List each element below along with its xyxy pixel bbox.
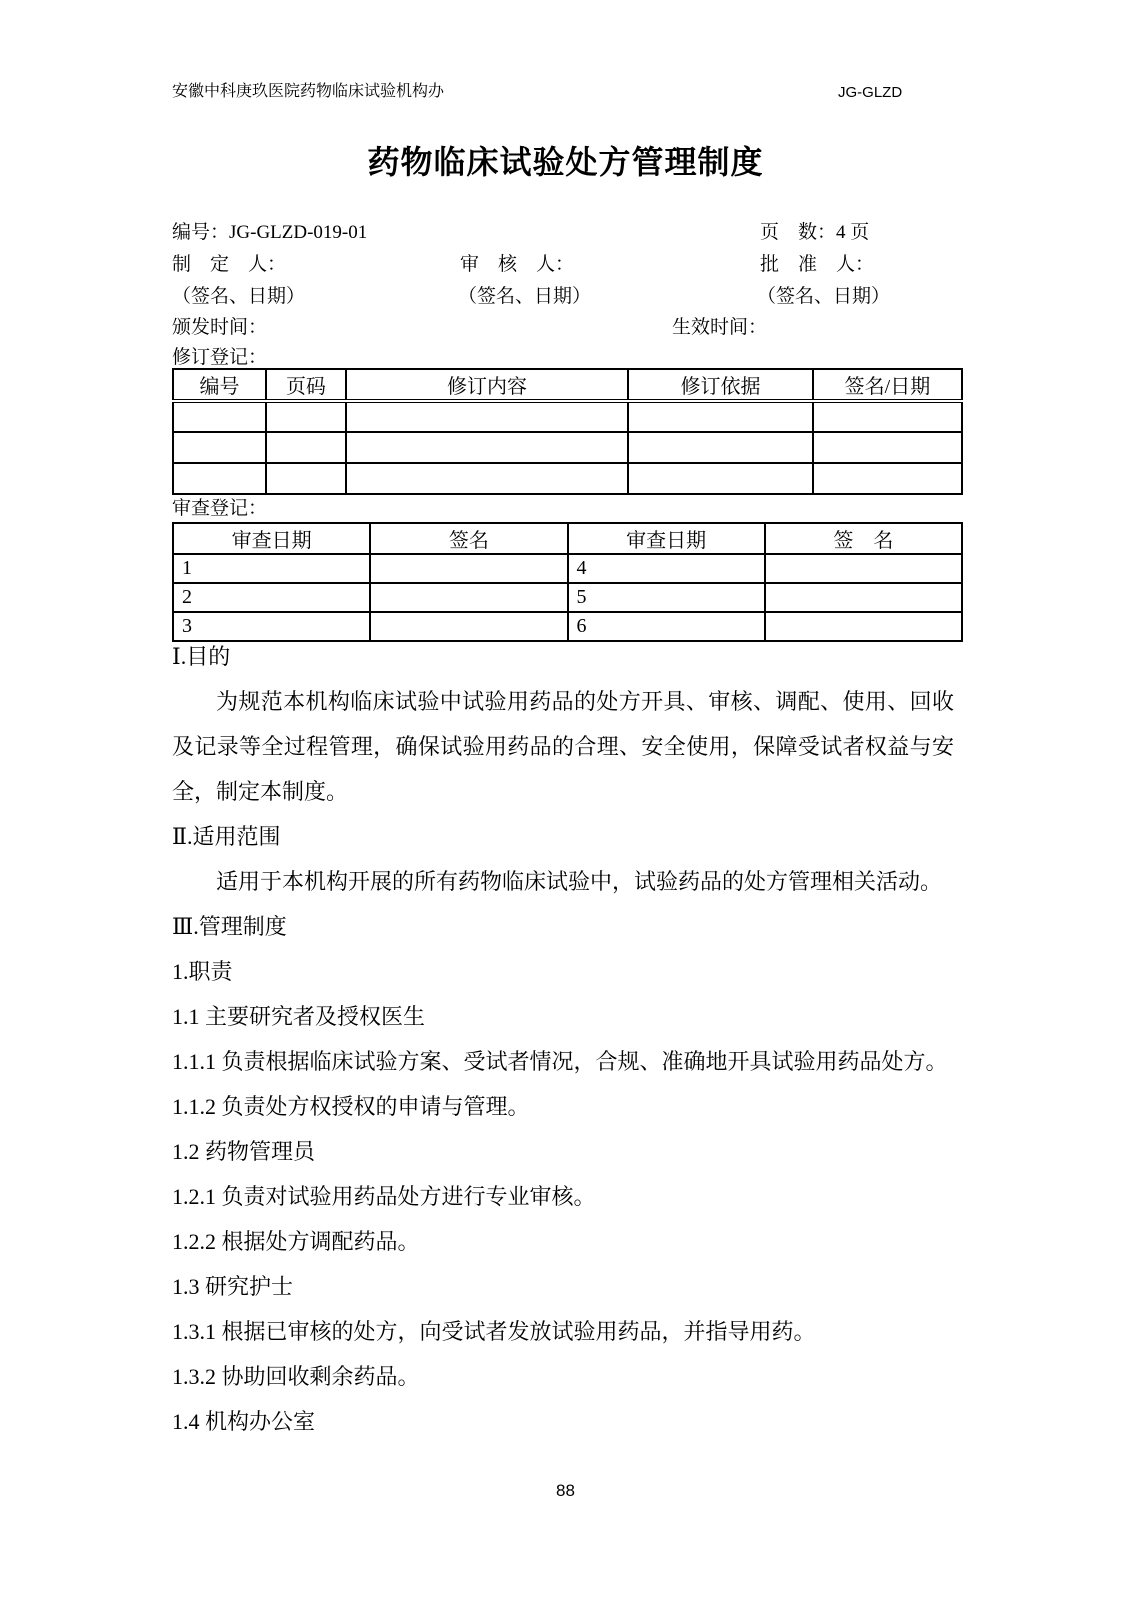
page-number: 88 xyxy=(556,1481,575,1500)
body-item: 1.3 研究护士 xyxy=(172,1274,294,1299)
revision-col-content: 修订内容 xyxy=(346,369,628,401)
review-header-row xyxy=(173,523,962,554)
review-table-label: 审查登记： xyxy=(172,498,268,519)
cell xyxy=(266,463,346,494)
document-title: 药物临床试验处方管理制度 xyxy=(367,144,764,180)
cell: 6 xyxy=(568,612,765,641)
body-item: 1.1 主要研究者及授权医生 xyxy=(172,1004,426,1029)
section-2-heading: Ⅱ.适用范围 xyxy=(172,824,281,849)
revision-col-page: 页码 xyxy=(266,369,346,401)
cell xyxy=(370,554,567,583)
institution-name: 安徽中科庚玖医院药物临床试验机构办 xyxy=(172,83,445,100)
body-item: 1.4 机构办公室 xyxy=(172,1409,316,1434)
sign-date-note-1: （签名、日期） xyxy=(172,286,306,307)
cell xyxy=(765,554,962,583)
cell: 4 xyxy=(568,554,765,583)
body-item: 1.2 药物管理员 xyxy=(172,1139,316,1164)
cell xyxy=(346,401,628,432)
cell xyxy=(346,432,628,463)
review-col-sign-1: 签名 xyxy=(370,523,567,554)
cell: 5 xyxy=(568,583,765,612)
cell xyxy=(173,432,266,463)
review-col-sign-2: 签 名 xyxy=(765,523,962,554)
body-item: 1.职责 xyxy=(172,959,233,984)
revision-table xyxy=(172,368,963,495)
section-3-heading: Ⅲ.管理制度 xyxy=(172,914,287,939)
cell xyxy=(173,463,266,494)
cell xyxy=(813,463,962,494)
cell xyxy=(173,401,266,432)
sign-date-note-3: （签名、日期） xyxy=(757,286,891,307)
cell: 1 xyxy=(173,554,370,583)
body-item: 1.1.1 负责根据临床试验方案、受试者情况，合规、准确地开具试验用药品处方。 xyxy=(172,1049,948,1074)
review-row xyxy=(173,554,962,583)
cell xyxy=(813,432,962,463)
body-item: 1.2.1 负责对试验用药品处方进行专业审核。 xyxy=(172,1184,596,1209)
effective-time-label: 生效时间： xyxy=(672,317,768,338)
body-item: 1.2.2 根据处方调配药品。 xyxy=(172,1229,420,1254)
revision-row xyxy=(173,432,962,463)
approver-label: 批 准 人： xyxy=(760,254,875,275)
revision-col-basis: 修订依据 xyxy=(628,369,813,401)
review-row xyxy=(173,583,962,612)
body-item: 1.3.1 根据已审核的处方，向受试者发放试验用药品，并指导用药。 xyxy=(172,1319,816,1344)
revision-table-label: 修订登记： xyxy=(172,347,268,368)
page-count: 页 数：4 页 xyxy=(760,222,870,243)
review-table xyxy=(172,522,963,642)
cell xyxy=(266,432,346,463)
revision-row xyxy=(173,463,962,494)
doc-code: JG-GLZD xyxy=(838,84,903,101)
cell xyxy=(765,583,962,612)
review-col-date-2: 审查日期 xyxy=(568,523,765,554)
cell xyxy=(346,463,628,494)
sign-date-note-2: （签名、日期） xyxy=(458,286,592,307)
revision-col-sign: 签名/日期 xyxy=(813,369,962,401)
section-1-paragraph: 为规范本机构临床试验中试验用药品的处方开具、审核、调配、使用、回收及记录等全过程管理，确保试验用药品的合理、安全使用，保障受试者权益与安全，制定本制度。 xyxy=(172,689,954,804)
cell xyxy=(813,401,962,432)
body-item: 1.1.2 负责处方权授权的申请与管理。 xyxy=(172,1094,530,1119)
review-col-date-1: 审查日期 xyxy=(173,523,370,554)
revision-col-number: 编号 xyxy=(173,369,266,401)
revision-header-row xyxy=(173,369,962,401)
document-body xyxy=(172,634,963,1444)
revision-row xyxy=(173,401,962,432)
issue-time-label: 颁发时间： xyxy=(172,317,268,338)
cell xyxy=(266,401,346,432)
cell xyxy=(628,432,813,463)
doc-number: 编号：JG-GLZD-019-01 xyxy=(172,222,368,243)
section-1-heading: Ⅰ.目的 xyxy=(172,644,231,669)
cell xyxy=(628,401,813,432)
cell xyxy=(370,583,567,612)
cell: 2 xyxy=(173,583,370,612)
cell xyxy=(628,463,813,494)
body-item: 1.3.2 协助回收剩余药品。 xyxy=(172,1364,420,1389)
section-2-paragraph: 适用于本机构开展的所有药物临床试验中，试验药品的处方管理相关活动。 xyxy=(216,869,943,894)
cell: 3 xyxy=(173,612,370,641)
reviewer-label: 审 核 人： xyxy=(460,254,575,275)
maker-label: 制 定 人： xyxy=(172,254,287,275)
